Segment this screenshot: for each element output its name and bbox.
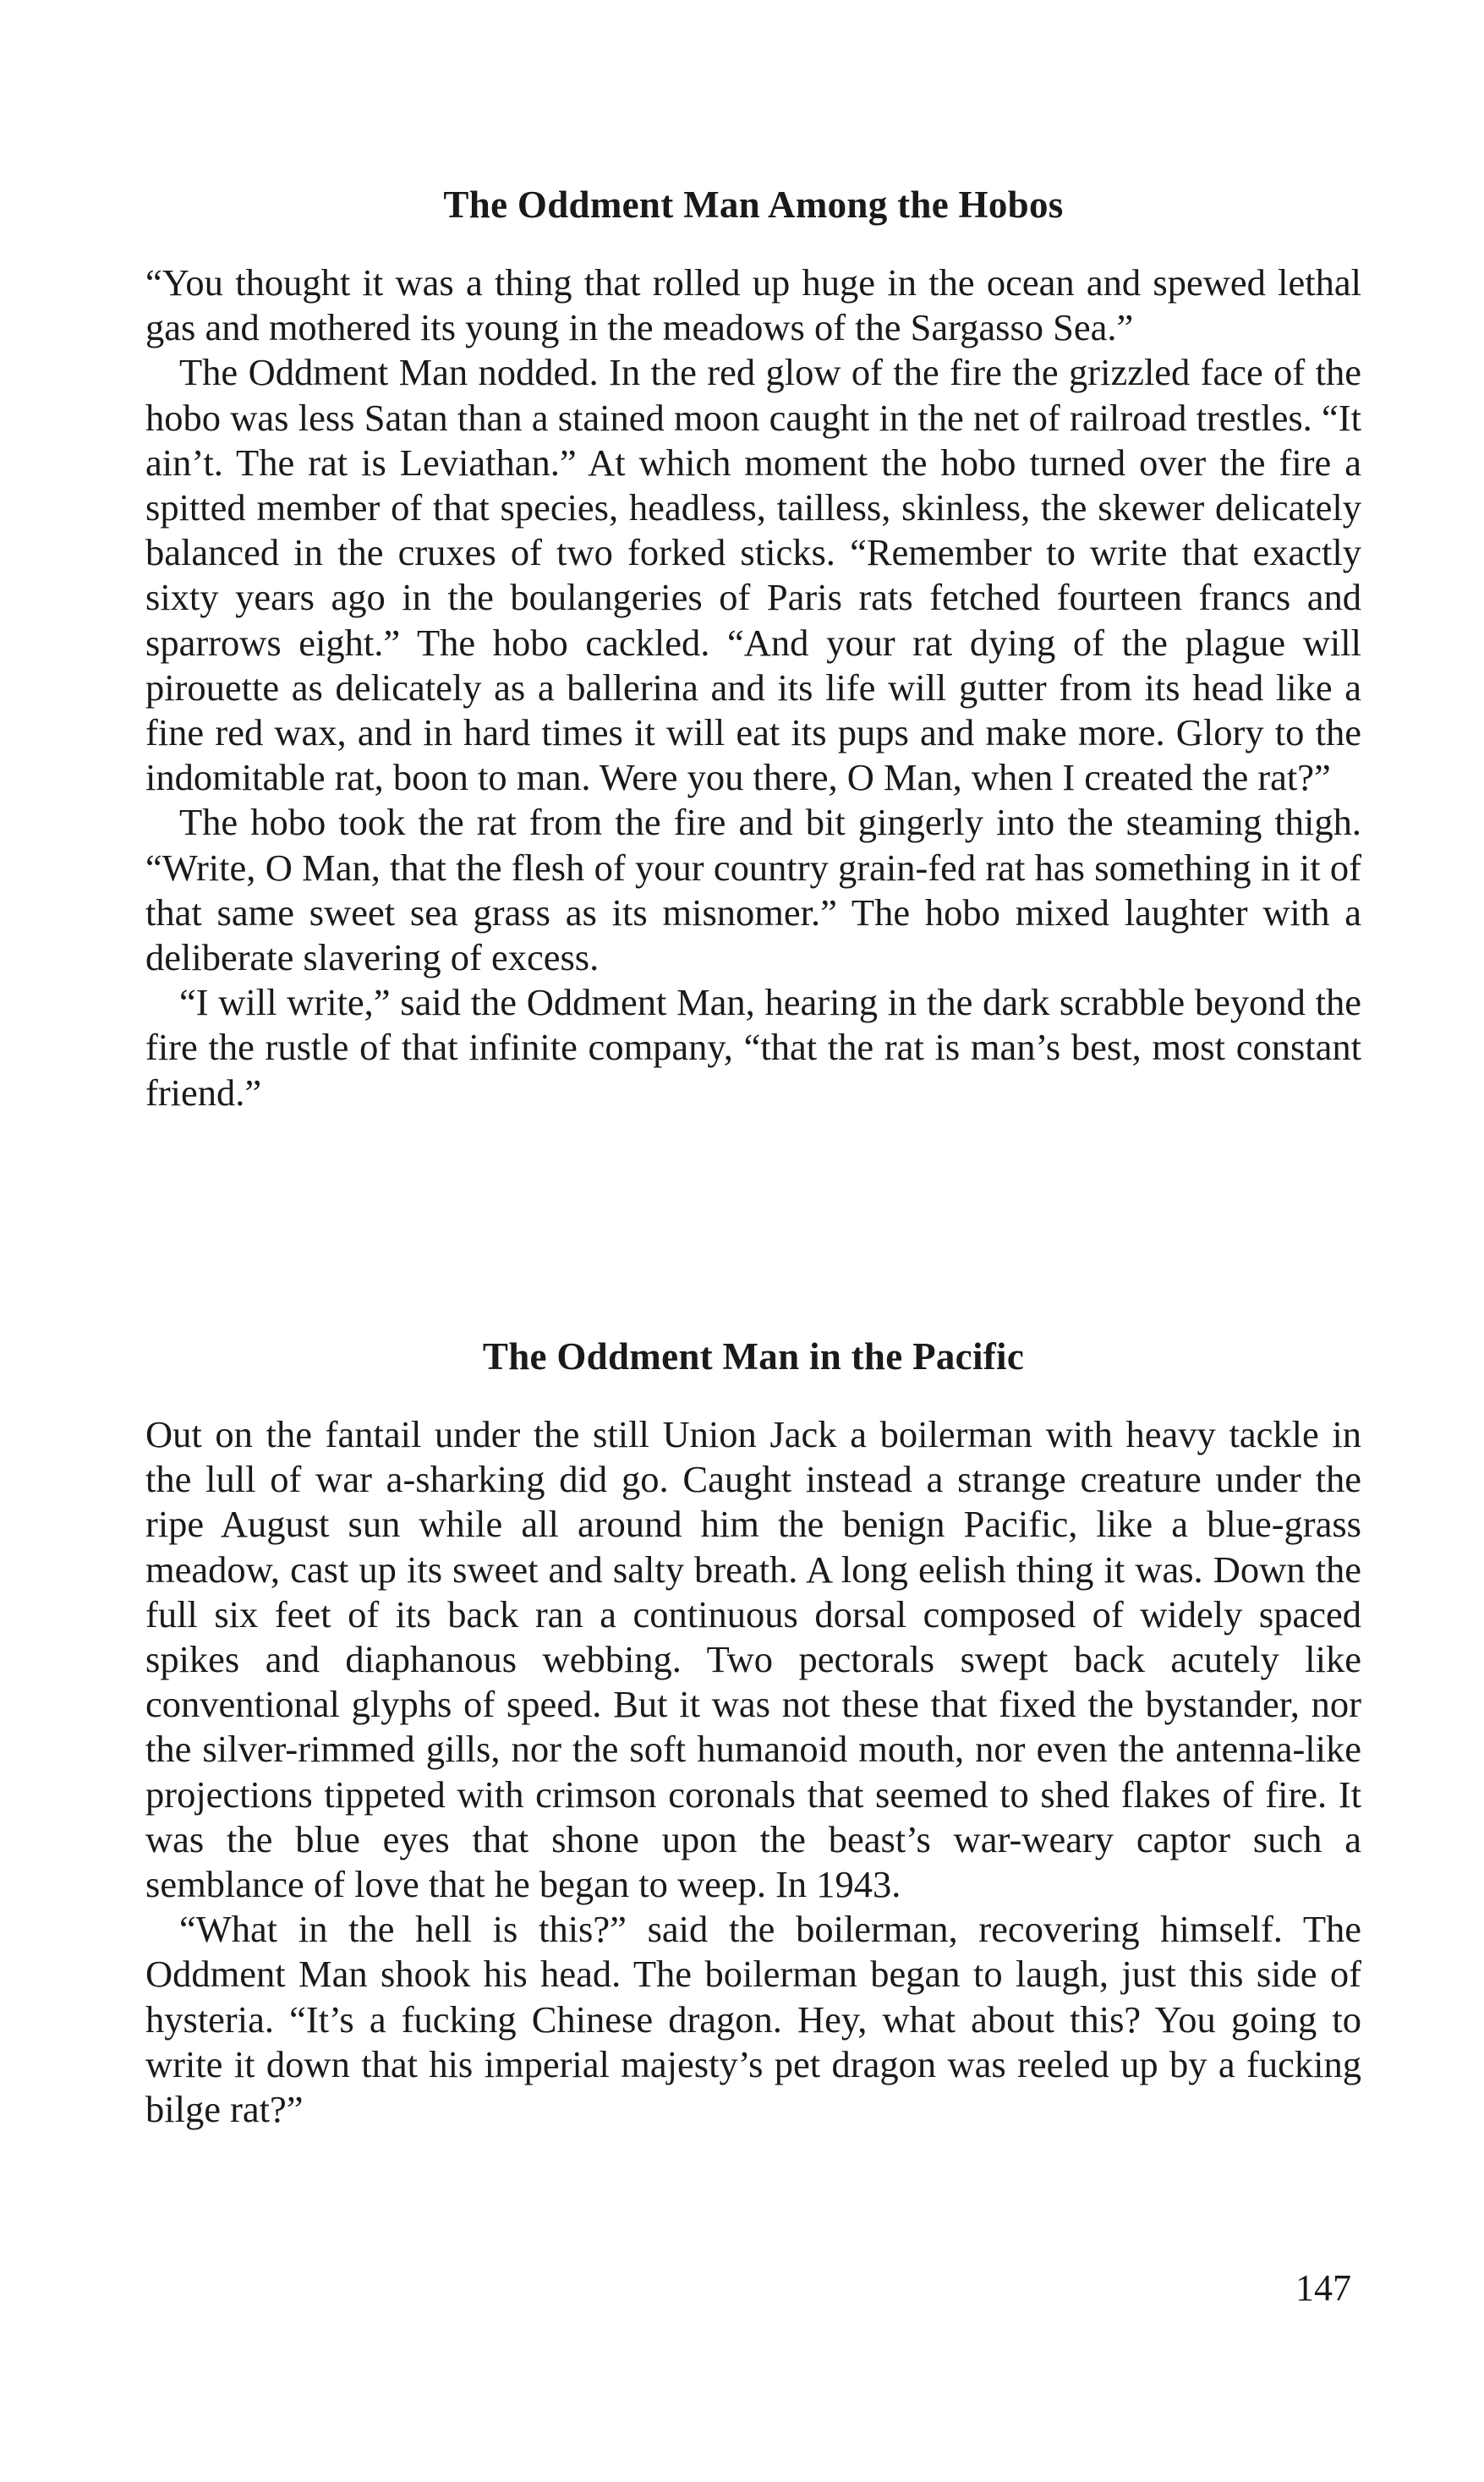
paragraph: The Oddment Man nodded. In the red glow of the fire the grizzled face of the hobo was less Satan than a stained moon caught in the net of railroad trestles. “It ain’t. The rat is Leviathan.” At which moment the hobo turned over the fire a spitted member of that species, headless, tailless, skinless, the skewer delicately balanced in the cruxes of two forked sticks. “Remember to write that exactly sixty years ago in the boulangeries of Paris rats fetched fourteen francs and sparrows eight.” The hobo cackled. “And your rat dying of the plague will pirouette as delicately as a ballerina and its life will gutter from its head like a fine red wax, and in hard times it will eat its pups and make more. Glory to the indomitable rat, boon to man. Were you there, O Man, when I created the rat?” xyxy=(145,351,1361,799)
section-body-pacific xyxy=(145,1412,1361,2132)
section-body-hobos xyxy=(145,260,1361,1115)
paragraph: “I will write,” said the Oddment Man, hearing in the dark scrabble beyond the fire the rustle of that infinite company, “that the rat is man’s best, most constant friend.” xyxy=(145,981,1361,1114)
section-title-pacific: The Oddment Man in the Pacific xyxy=(482,1335,1025,1378)
paragraph: “You thought it was a thing that rolled up huge in the ocean and spewed lethal gas and mothered its young in the meadows of the Sargasso Sea.” xyxy=(145,261,1361,349)
paragraph: “What in the hell is this?” said the boilerman, recovering himself. The Oddment Man shook his head. The boilerman began to laugh, just this side of hysteria. “It’s a fucking Chinese dragon. Hey, what about this? You going to write it down that his imperial majesty’s pet dragon was reeled up by a fucking bilge rat?” xyxy=(145,1908,1361,2131)
section-title-hobos: The Oddment Man Among the Hobos xyxy=(443,184,1064,226)
paragraph: The hobo took the rat from the fire and bit gingerly into the steaming thigh. “Write, O Man, that the flesh of your country grain-fed rat has something in it of that same sweet sea grass as its misnomer.” The hobo mixed laughter with a deliberate slavering of excess. xyxy=(145,801,1361,979)
page-number: 147 xyxy=(1295,2267,1351,2309)
paragraph: Out on the fantail under the still Union Jack a boilerman with heavy tackle in the lull of war a-sharking did go. Caught instead a strange creature under the ripe August sun while all around him the benign Pacific, like a blue-grass meadow, cast up its sweet and salty breath. A long eelish thing it was. Down the full six feet of its back ran a continuous dorsal composed of widely spaced spikes and diaphanous webbing. Two pectorals swept back acutely like conventional glyphs of speed. But it was not these that fixed the bystander, nor the silver-rimmed gills, nor the soft humanoid mouth, nor even the antenna-like projections tippeted with crimson coronals that seemed to shed flakes of fire. It was the blue eyes that shone upon the beast’s war-weary captor such a semblance of love that he began to weep. In 1943. xyxy=(145,1413,1361,1906)
